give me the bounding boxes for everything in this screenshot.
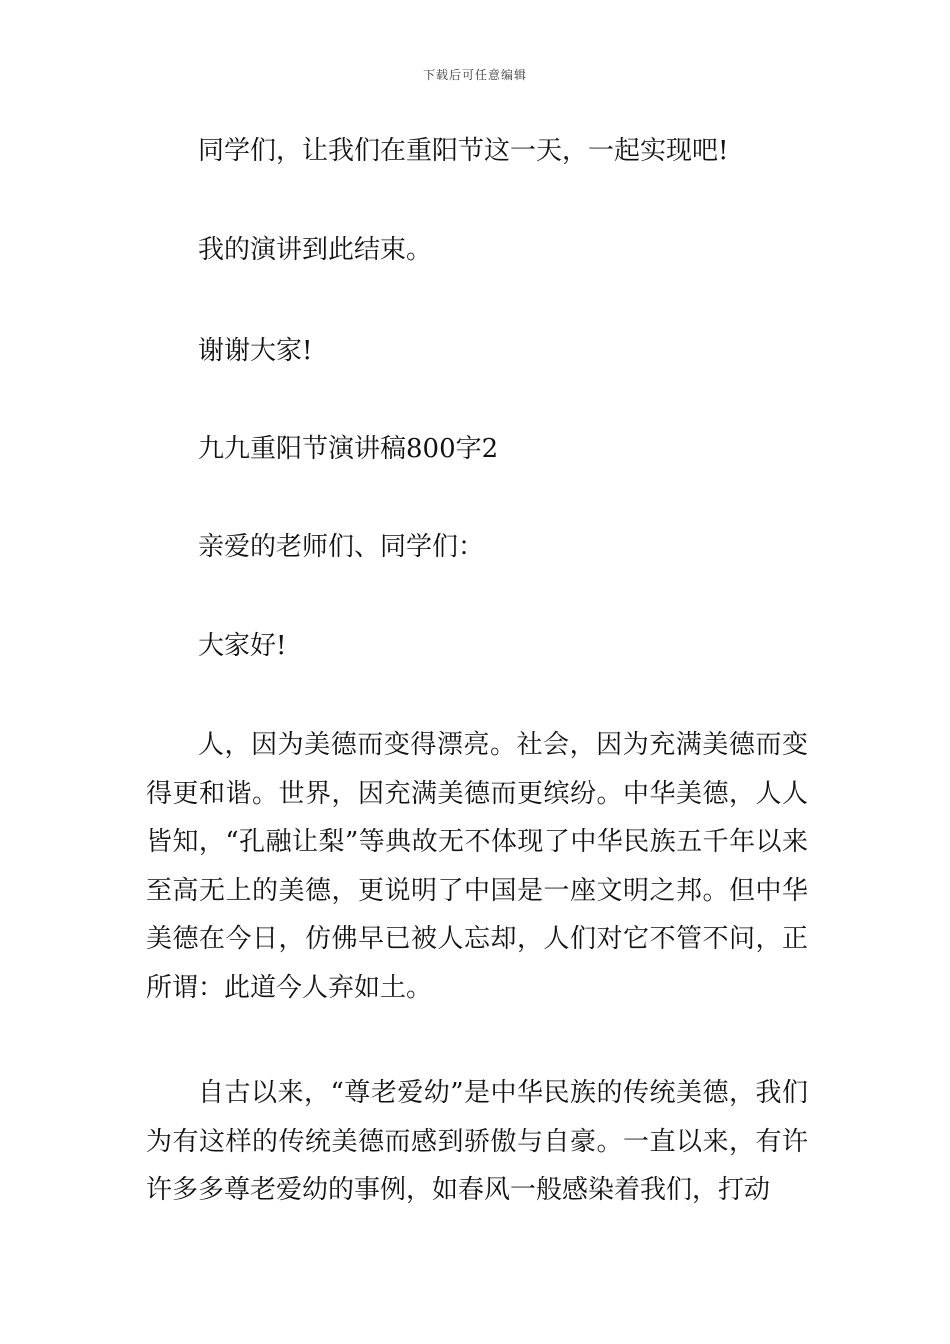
paragraph-salutation: 亲爱的老师们、同学们：: [198, 532, 485, 562]
paragraph-greeting: 大家好!: [198, 631, 287, 661]
page-header: 下载后可任意编辑: [422, 68, 527, 82]
paragraph-virtue: 人，因为美德而变得漂亮。社会，因为充满美德而变得更和谐。世界，因充满美德而更缤纷。中华美德，人人皆知，“孔融让梨”等典故无不体现了中华民族五千年以来至高无上的美德，更说明了中国是一座文明之邦。但中华美德在今日，仿佛早已被人忘却，人们对它不管不问，正所谓：此道今人弃如土。: [146, 730, 808, 1003]
paragraph-closing-call: 同学们，让我们在重阳节这一天，一起实现吧!: [198, 136, 729, 166]
paragraph-speech-end: 我的演讲到此结束。: [198, 235, 433, 265]
section-title: 九九重阳节演讲稿800字2: [198, 434, 499, 464]
paragraph-thanks: 谢谢大家!: [198, 336, 313, 366]
paragraph-respect-elders: 自古以来，“尊老爱幼”是中华民族的传统美德，我们为有这样的传统美德而感到骄傲与自豪。一直以来，有许许多多尊老爱幼的事例，如春风一般感染着我们，打动: [146, 1078, 808, 1205]
